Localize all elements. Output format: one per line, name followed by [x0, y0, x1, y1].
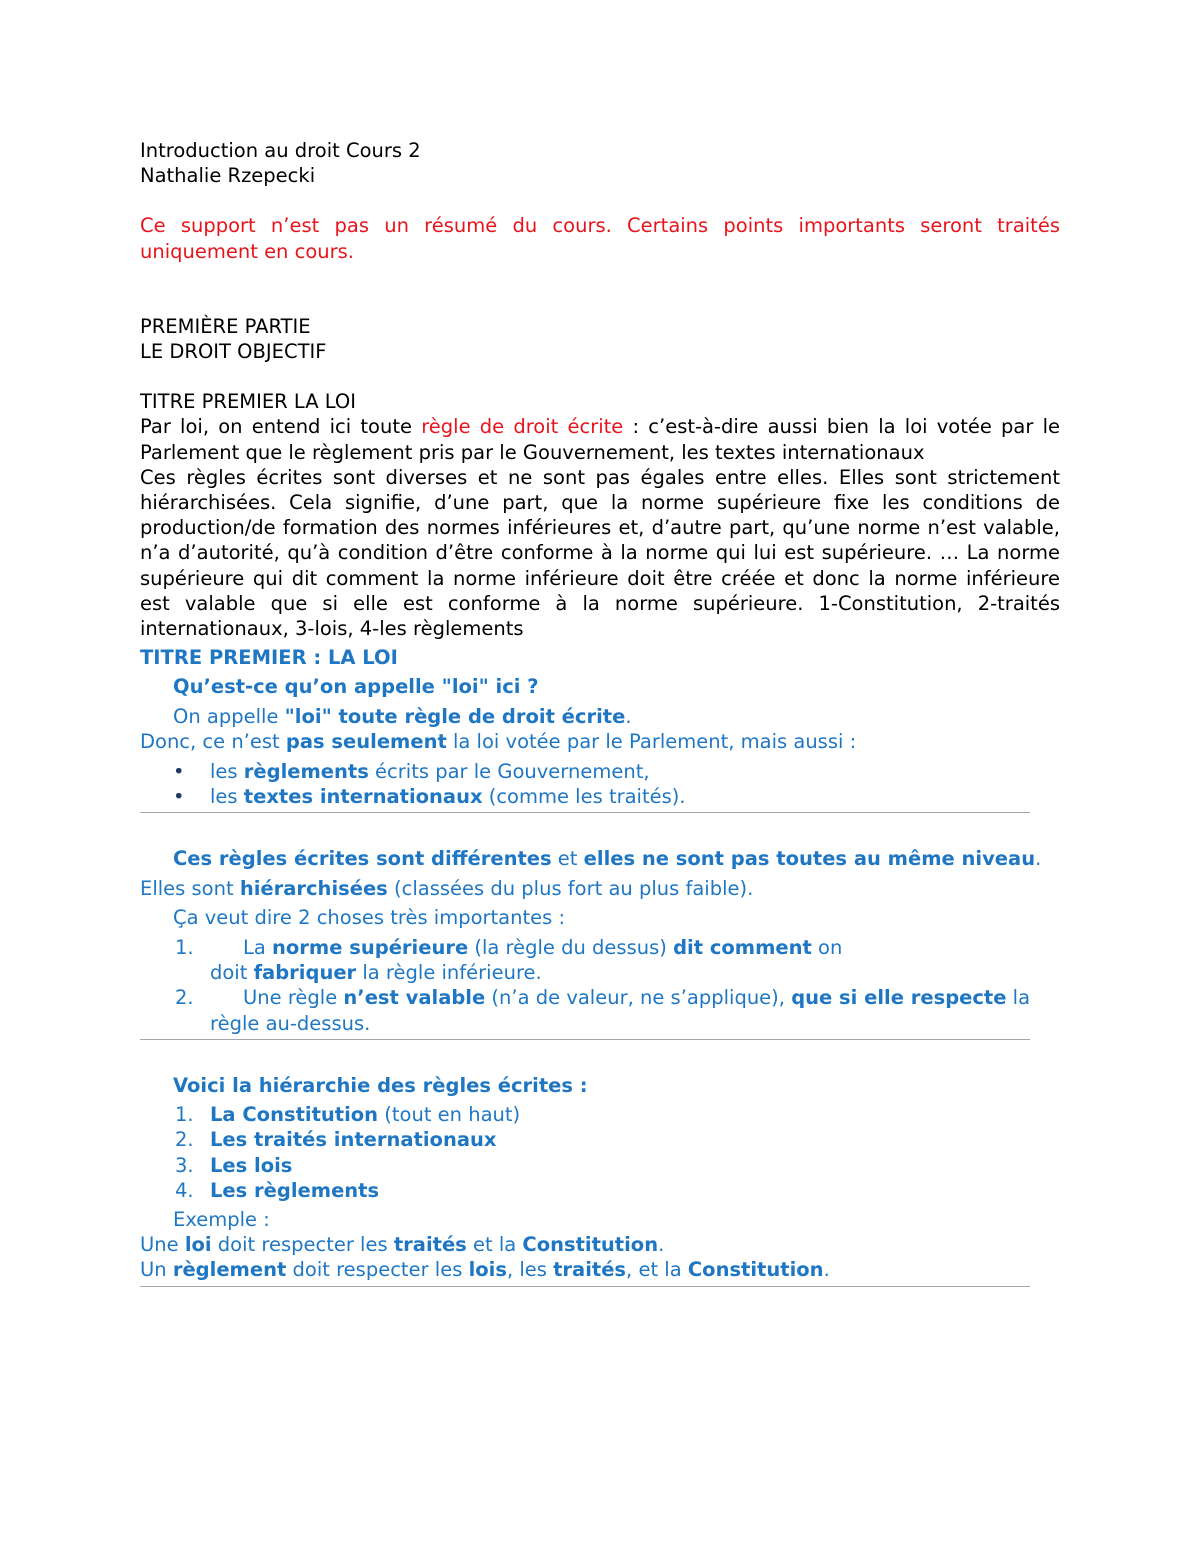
bullet-list [140, 759, 1060, 809]
blue-section-levels: Ces règles écrites sont différentes et elles ne sont pas toutes au même niveau. [173, 847, 1042, 871]
disclaimer: Ce support n’est pas un résumé du cours. Certains points importants seront traités uniquement en cours. [140, 214, 1060, 263]
list-item: 2. Une règle n’est valable (n’a de valeur, ne s’applique), que si elle respecte la règle au-dessus. [175, 986, 1031, 1035]
divider [140, 1286, 1030, 1287]
bullet-icon: • [173, 760, 185, 784]
paragraph-hierarchy: Ces règles écrites sont diverses et ne sont pas égales entre elles. Elles sont strictement hiérarchisées. Cela signifie, d’une part, que la norme supérieure fixe les conditions de production/de formation des normes inférieures et, d’autre part, qu’une norme n’est valable, n’a d’autorité, qu’à condition d’être conforme à la norme qui lui est supérieure. … La norme supérieure qui dit comment la norme inférieure doit être créée et donc la norme inférieure est valable que si elle est conforme à la norme supérieure. 1-Constitution, 2-traités internationaux, 3-lois, 4-les règlements [140, 465, 1060, 641]
blue-question: Qu’est-ce qu’on appelle "loi" ici ? [173, 675, 539, 699]
list-item: 4. Les règlements [175, 1178, 380, 1202]
paragraph-definition: Par loi, on entend ici toute règle de droit écrite : c’est-à-dire aussi bien la loi votée par le Parlement que le règlement pris par le Gouvernement, les textes internationaux [140, 415, 1061, 464]
list-item: 1. La norme supérieure (la règle du dessus) dit comment on doit fabriquer la règle inférieure. [175, 936, 843, 985]
doc-title: Introduction au droit Cours 2 [140, 139, 421, 162]
titre-heading: TITRE PREMIER LA LOI [140, 390, 357, 414]
part-subheading: LE DROIT OBJECTIF [140, 340, 327, 364]
numbered-list-hierarchy [140, 1102, 1060, 1203]
blue-deux-choses: Ça veut dire 2 choses très importantes : [173, 905, 566, 929]
highlight-red: règle de droit écrite [421, 415, 624, 439]
blue-voici: Voici la hiérarchie des règles écrites : [173, 1073, 588, 1097]
list-item: 3. Les lois [175, 1153, 293, 1177]
blue-answer: On appelle "loi" toute règle de droit écrite. [173, 704, 632, 728]
list-item: 1. La Constitution (tout en haut) [175, 1103, 521, 1127]
bullet-icon: • [173, 785, 185, 809]
blue-heading: TITRE PREMIER : LA LOI [140, 646, 398, 670]
list-item: 2. Les traités internationaux [175, 1128, 497, 1152]
list-item: • les textes internationaux (comme les traités). [173, 785, 686, 809]
numbered-list-rules [140, 935, 1060, 1036]
part-heading: PREMIÈRE PARTIE [140, 314, 311, 338]
document-page [140, 138, 1060, 1287]
blue-donc: Donc, ce n’est pas seulement la loi votée par le Parlement, mais aussi : [140, 729, 857, 753]
blue-hierarchisees: Elles sont hiérarchisées (classées du plus fort au plus faible). [140, 876, 754, 900]
blue-example-1: Une loi doit respecter les traités et la Constitution. [140, 1233, 665, 1257]
doc-author: Nathalie Rzepecki [140, 164, 316, 188]
list-item: • les règlements écrits par le Gouvernement, [173, 760, 650, 784]
blue-example-2: Un règlement doit respecter les lois, les traités, et la Constitution. [140, 1258, 830, 1282]
blue-exemple: Exemple : [173, 1207, 270, 1231]
